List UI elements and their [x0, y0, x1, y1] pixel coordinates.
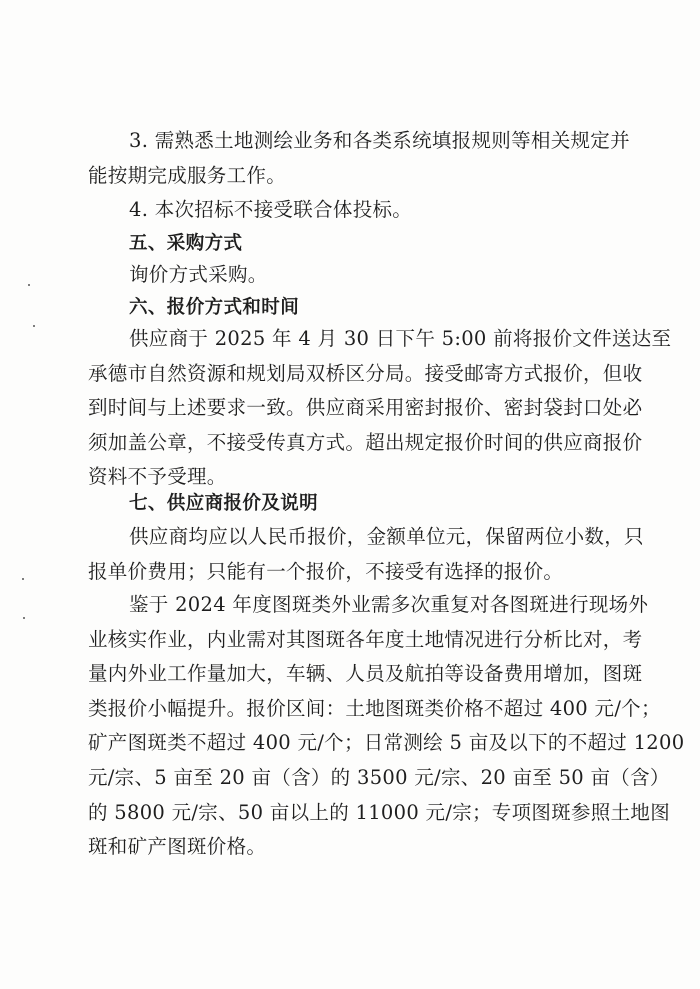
heading-text: 七、供应商报价及说明	[129, 493, 319, 514]
scan-speck	[23, 617, 25, 619]
text-line: 矿产图斑类不超过 400 元/个；日常测绘 5 亩及以下的不超过 1200	[88, 731, 685, 755]
text-line: 量内外业工作量加大，车辆、人员及航拍等设备费用增加，图斑	[88, 662, 643, 686]
paragraph-quote-desc-1	[88, 520, 644, 589]
text-line: 能按期完成服务工作。	[88, 163, 287, 187]
text-line: 类报价小幅提升。报价区间：土地图斑类价格不超过 400 元/个；	[88, 696, 661, 720]
heading-text: 六、报价方式和时间	[129, 297, 300, 318]
text-line: 报单价费用；只能有一个报价，不接受有选择的报价。	[88, 559, 564, 583]
text-line: 斑和矿产图斑价格。	[88, 835, 267, 859]
text-line: 到时间与上述要求一致。供应商采用密封报价、密封袋封口处必	[88, 396, 643, 420]
paragraph-procurement-method	[88, 258, 612, 293]
section-heading-5	[88, 227, 612, 262]
scan-speck	[22, 578, 24, 580]
section-heading-7	[88, 487, 612, 522]
paragraph-quote-desc-2	[88, 588, 685, 865]
scan-speck	[28, 284, 30, 286]
text-line: 承德市自然资源和规划局双桥区分局。接受邮寄方式报价，但收	[88, 361, 643, 385]
text-line: 元/宗、5 亩至 20 亩（含）的 3500 元/宗、20 亩至 50 亩（含）	[88, 765, 670, 789]
section-heading-6	[88, 291, 612, 326]
heading-text: 五、采购方式	[129, 233, 243, 254]
text-line: 业核实作业，内业需对其图斑各年度土地情况进行分析比对，考	[88, 627, 643, 651]
text-line: 供应商于 2025 年 4 月 30 日下午 5:00 前将报价文件送达至	[129, 327, 672, 350]
text-line: 资料不予受理。	[88, 465, 227, 489]
text-line: 的 5800 元/宗、50 亩以上的 11000 元/宗；专项图斑参照土地图	[88, 800, 671, 824]
text-line: 4. 本次招标不接受联合体投标。	[129, 198, 413, 221]
paragraph-item-4	[88, 193, 612, 228]
text-line: 3. 需熟悉土地测绘业务和各类系统填报规则等相关规定并	[129, 129, 630, 152]
scan-speck	[33, 325, 35, 327]
text-line: 询价方式采购。	[129, 263, 268, 286]
paragraph-quote-time	[88, 322, 672, 495]
text-line: 鉴于 2024 年度图斑类外业需多次重复对各图斑进行现场外	[129, 593, 649, 616]
paragraph-item-3	[88, 124, 630, 193]
text-line: 供应商均应以人民币报价，金额单位元，保留两位小数，只	[129, 525, 644, 548]
text-line: 须加盖公章，不接受传真方式。超出规定报价时间的供应商报价	[88, 430, 643, 454]
